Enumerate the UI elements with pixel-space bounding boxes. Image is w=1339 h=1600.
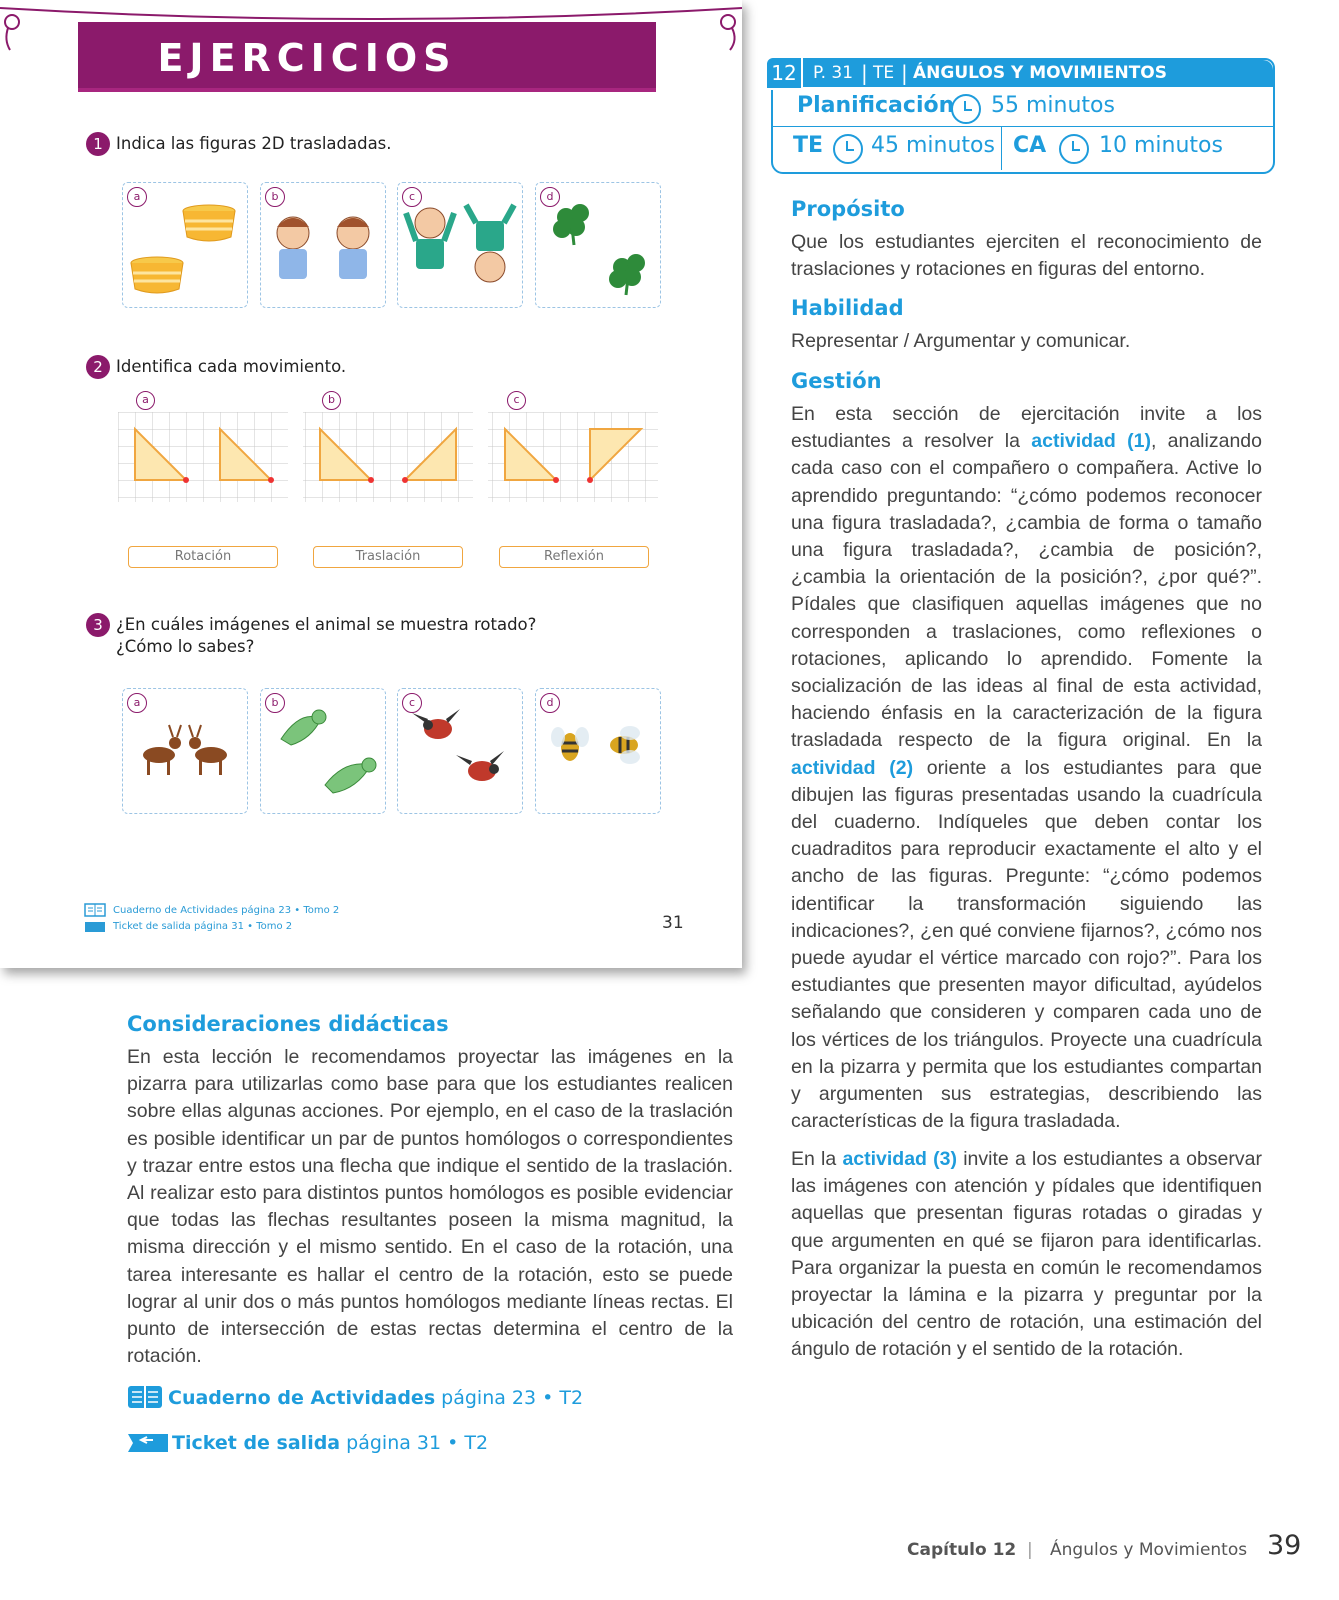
notebook-icon xyxy=(127,1384,163,1410)
footer-chapter: Capítulo 12 xyxy=(907,1540,1017,1560)
card-letter: b xyxy=(265,187,285,207)
banner-title: EJERCICIOS xyxy=(157,36,457,80)
image-card[interactable] xyxy=(397,182,523,308)
book-icon xyxy=(84,903,106,917)
planning-header xyxy=(771,58,1275,174)
answer-box-traslacion[interactable]: Traslación xyxy=(313,546,463,568)
card-letter: c xyxy=(402,187,422,207)
card-letter: c xyxy=(402,693,422,713)
answer-box-rotacion[interactable]: Rotación xyxy=(128,546,278,568)
grid-letter: a xyxy=(136,391,155,410)
grid-letter: b xyxy=(322,391,341,410)
exercise-text: Indica las figuras 2D trasladadas. xyxy=(116,134,392,153)
student-page-number: 31 xyxy=(662,913,684,933)
gestion-title: Gestión xyxy=(791,369,882,393)
ticket-link[interactable] xyxy=(172,1432,488,1454)
te-reference: TE xyxy=(873,63,895,83)
header-separator: | xyxy=(901,61,908,85)
gestion-paragraph-1 xyxy=(791,401,1262,1135)
card-letter: a xyxy=(127,187,147,207)
footer-separator: | xyxy=(1027,1540,1033,1560)
cuaderno-link-page: página 23 • T2 xyxy=(435,1387,584,1409)
activity-highlight: actividad (1) xyxy=(1031,430,1151,453)
proposito-title: Propósito xyxy=(791,197,905,221)
image-card[interactable] xyxy=(535,182,661,308)
header-separator: | xyxy=(861,61,868,85)
exercise-text: ¿Cómo lo sabes? xyxy=(116,637,255,656)
movement-grids xyxy=(118,412,663,504)
answer-box-reflexion[interactable]: Reflexión xyxy=(499,546,649,568)
habilidad-title: Habilidad xyxy=(791,296,904,320)
consideraciones-title: Consideraciones didácticas xyxy=(127,1012,449,1036)
grid-letter: c xyxy=(507,391,526,410)
text-run: oriente a los estudiantes para que dibujen las figuras presentadas usando la cuadrícula del cuaderno. Indíqueles que deben contar los cuadraditos para reproducir exactamente el alto y el ancho de las figuras. Pregunte: “¿cómo podemos identificar la transformación siguiendo las indicaciones?, ¿en qué conviene fijarnos?, ¿cómo nos puede ayudar el vértice marcado con rojo?”. Para los estudiantes que presenten mayor dificultad, ayúdelos señalando que consideren y comparen cada uno de los vértices de los triángulos. Proyecte una cuadrícula en la pizarra y permita que los estudiantes compartan y argumenten sus estrategias, describiendo las características de la figura trasladada. xyxy=(791,756,1262,1133)
habilidad-text: Representar / Argumentar y comunicar. xyxy=(791,330,1131,352)
exercises-banner xyxy=(78,22,656,92)
ticket-link-title: Ticket de salida xyxy=(172,1432,341,1454)
header-divider-vertical xyxy=(1001,126,1002,170)
te-minutes: 45 minutos xyxy=(871,133,995,158)
footnote-cuaderno: Cuaderno de Actividades página 23 • Tomo 2 xyxy=(113,905,340,916)
exercise-text: Identifica cada movimiento. xyxy=(116,357,347,376)
clock-icon xyxy=(951,94,981,124)
ca-minutes: 10 minutos xyxy=(1099,133,1223,158)
gestion-paragraph-2 xyxy=(791,1146,1262,1364)
clock-icon xyxy=(1059,134,1089,164)
footer-page-number: 39 xyxy=(1267,1530,1302,1561)
card-letter: a xyxy=(127,693,147,713)
ticket-link-page: página 31 • T2 xyxy=(340,1432,489,1454)
cuaderno-link[interactable] xyxy=(168,1387,583,1409)
lesson-topic: ÁNGULOS Y MOVIMIENTOS xyxy=(913,63,1167,83)
text-run: En esta sección de ejercitación invite a los estudiantes a resolver la xyxy=(791,403,1262,453)
proposito-text: Que los estudiantes ejerciten el reconocimiento de traslaciones y rotaciones en figuras del entorno. xyxy=(791,231,1262,281)
footer-topic: Ángulos y Movimientos xyxy=(1050,1540,1248,1560)
exercise-number: 3 xyxy=(86,613,110,637)
lesson-number: 12 xyxy=(765,56,803,90)
ca-label: CA xyxy=(1013,133,1047,158)
text-run: invite a los estudiantes a observar las imágenes con atención y pídales que identifiquen aquellas que presentan figuras rotadas o giradas y que argumenten en qué se fijaron para identificarlas. Para organizar la puesta en común le recomendamos proyectar la lámina e la pizarra y preguntar por la ubicación del centro de rotación, una estimación del ángulo de rotación y el sentido de la rotación. xyxy=(791,1148,1262,1361)
image-card[interactable] xyxy=(122,182,248,308)
text-run: , analizando cada caso con el compañero o compañera. Active lo aprendido preguntando: “¿cómo podemos reconocer una figura trasladada?, ¿cambia de forma o tamaño una figura trasladada?, ¿cambia de posición?, ¿cambia la orientación de la posición?, ¿por qué?”. Pídales que clasifiquen aquellas imágenes que no corresponden a traslaciones, como reflexiones o rotaciones, aplicando lo aprendido. Fomente la socialización de las ideas al final de esta actividad, haciendo énfasis en la caracterización de la figura trasladada respecto de la figura original. En la xyxy=(791,430,1262,752)
exercise-number: 2 xyxy=(86,355,110,379)
ticket-link-icon xyxy=(127,1432,169,1454)
activity-highlight: actividad (2) xyxy=(791,756,914,779)
ticket-icon xyxy=(84,921,106,933)
exercise-number: 1 xyxy=(86,132,110,156)
image-card[interactable] xyxy=(260,688,386,814)
image-card[interactable] xyxy=(535,688,661,814)
footnote-ticket: Ticket de salida página 31 • Tomo 2 xyxy=(113,921,293,932)
te-label: TE xyxy=(793,133,824,158)
planificacion-label: Planificación xyxy=(797,93,955,118)
card-letter: d xyxy=(540,187,560,207)
header-divider xyxy=(773,126,1273,127)
exercise-text: ¿En cuáles imágenes el animal se muestra rotado? xyxy=(116,615,537,634)
activity-highlight: actividad (3) xyxy=(842,1148,958,1170)
consideraciones-text: En esta lección le recomendamos proyectar las imágenes en la pizarra para utilizarlas como base para que los estudiantes realicen sobre ellas algunas acciones. Por ejemplo, en el caso de la traslación es posible identificar un par de puntos homólogos o correspondientes y trazar entre estos una flecha que indique el sentido de la traslación. Al realizar esto para distintos puntos homólogos es posible evidenciar que todas las flechas resultantes poseen la misma magnitud, la misma dirección y el mismo sentido. En el caso de la rotación, una tarea interesante es hallar el centro de la rotación, esto se puede lograr al unir dos o más puntos homólogos mediante líneas rectas. El punto de intersección de estas rectas determina el centro de la rotación. xyxy=(127,1046,733,1368)
image-card[interactable] xyxy=(397,688,523,814)
image-card[interactable] xyxy=(122,688,248,814)
cuaderno-link-title: Cuaderno de Actividades xyxy=(168,1387,436,1409)
page-reference: P. 31 xyxy=(813,63,854,83)
plan-minutes: 55 minutos xyxy=(991,93,1115,118)
card-letter: d xyxy=(540,693,560,713)
student-page xyxy=(0,0,742,968)
card-letter: b xyxy=(265,693,285,713)
text-run: En la xyxy=(791,1148,843,1170)
clock-icon xyxy=(833,134,863,164)
image-card[interactable] xyxy=(260,182,386,308)
